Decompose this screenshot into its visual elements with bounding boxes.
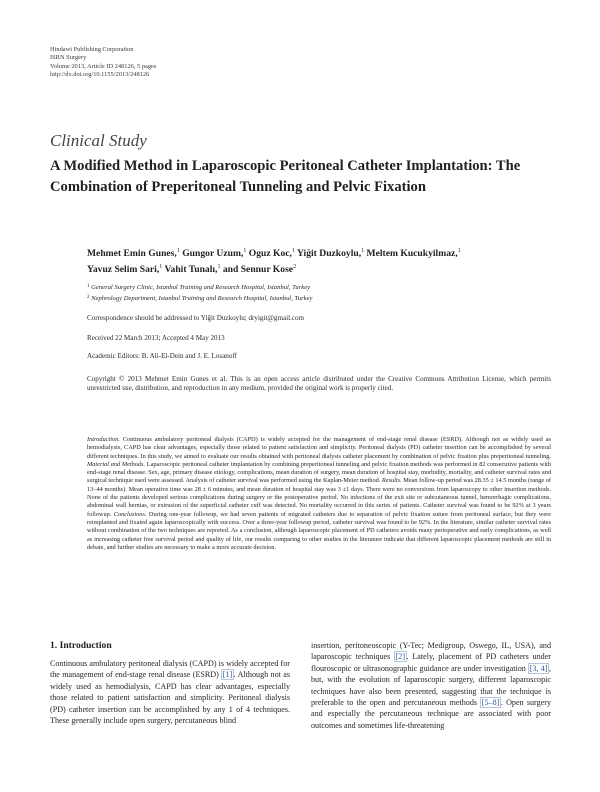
author: Yavuz Selim Sari,$^1$ <box>87 263 163 275</box>
abstract-label-introduction: Introduction. <box>87 436 120 443</box>
author: Mehmet Emin Gunes,$^1$ <box>87 248 180 259</box>
journal-header <box>50 46 156 79</box>
copyright-notice: Copyright © 2013 Mehmet Emin Gunes et al. This is an open access article distributed under the Creative Commons Attribution License, which permits unrestricted use, distribution, and reproduction in any medium, provided the original work is properly cited. <box>87 375 551 393</box>
correspondence: Correspondence should be addressed to Yiğit Duzkoylu; dryigit@gmail.com <box>87 314 305 322</box>
article-type: Clinical Study <box>50 131 147 150</box>
abstract-label-results: Results. <box>381 477 402 485</box>
citation-link[interactable]: [5–8] <box>481 698 500 708</box>
abstract-results: Mean follow-up period was 28.35 ± 14.5 months (range of 13–44 months). Mean operative time was 28 ± 6 minutes, and mean duration of hospital stay was 3 ±1 days. There were no conversions from laparoscopy to other insertion methods. None of the patients developed serious complications during surgery or the postoperative period. No infections of the exit site or subcutaneous tunnel, hemorrhagic complications, abdominal wall hernias, or extrusion of the superficial catheter cuff was detected. No mortality occurred in this series of patients. Catheter survival was found to be 92% at 3 years followup. <box>87 477 551 518</box>
author: Vahit Tunalı,$^1$ <box>164 263 221 275</box>
author: Yiğit Duzkoylu,$^1$ <box>296 248 365 259</box>
author: Meltem Kucukyilmaz,$^1$ <box>366 248 461 259</box>
body-column-left: Continuous ambulatory peritoneal dialysis (CAPD) is widely accepted for the management of end-stage renal disease (ESRD) [1] . Although not as widely used as hemodialysis, CAPD has clear advantages, especially those related to patient satisfaction and simplicity. Peritoneal dialysis (PD) catheter insertion can be accomplished by any 1 of 4 techniques. These generally include open surgery, percutaneous blind <box>50 659 290 726</box>
doi-link[interactable]: http://dx.doi.org/10.1155/2013/248126 <box>50 70 150 78</box>
author: and Sennur Kose$^2$ <box>222 263 297 275</box>
academic-editors: Academic Editors: B. Ali-El-Dein and J. E. Losanoff <box>87 352 237 360</box>
citation-link[interactable]: [1] <box>222 670 233 680</box>
citation-link[interactable]: [2] <box>395 652 406 662</box>
publisher: Hindawi Publishing Corporation <box>50 46 134 53</box>
author-list <box>87 246 567 277</box>
affiliation-1: $^1$ General Surgery Clinic, Istanbul Training and Research Hospital, Istanbul, Turkey <box>87 284 311 291</box>
abstract-methods: Laparoscopic peritoneal catheter implantation by combining preperitoneal tunneling and pelvic fixation methods was performed in 82 consecutive patients with end-stage renal disease. Sex, age, primary disease etiology, complications, mean duration of surgery, mean duration of hospital stay, morbidity, mortality, and catheter survival rates and surgical technique used were assessed. Analysis of catheter survival was performed using the Kaplan-Meier method. <box>87 460 552 485</box>
article-title: A Modified Method in Laparoscopic Peritoneal Catheter Implantation: The Combination of Preperitoneal Tunneling and Pelvic Fixation <box>50 158 521 195</box>
abstract-label-methods: Material and Methods. <box>87 460 146 468</box>
abstract-introduction: Continuous ambulatory peritoneal dialysis (CAPD) is widely accepted for the management of end-stage renal disease (ESRD). Although not as widely used as hemodialysis, CAPD has clear advantages, especially those related to patient satisfaction and simplicity. Peritoneal dialysis (PD) catheter insertion can be accomplished by several different techniques. In this study, we aimed to evaluate our results obtained with peritoneal dialysis catheter placement by combination of pelvic fixation plus preperitoneal tunneling. <box>87 436 551 460</box>
affiliation-2: $^2$ Nephrology Department, Istanbul Training and Research Hospital, Istanbul, Turkey <box>87 295 313 302</box>
abstract <box>87 436 551 552</box>
author: Oguz Koc,$^1$ <box>248 248 295 259</box>
abstract-conclusions: During one-year followup, we had seven patients of migrated catheters due to separation of pelvic fixation suture from peritoneal surface, but they were reimplanted and fixated again laparoscopically with success. Over a three-year followup period, catheter survival was found to be 92%. In the literature, similar catheter survival rates without combination of the two techniques are reported. As a conclusion, although laparoscopic placement of PD catheters avoids many perioperative and early complications, as well as increasing catheter free survival period and quality of life, our results comparing to other studies in the literature indicate that different laparoscopic placement methods are still in debate, and further studies are necessary to make a more accurate decision. <box>87 510 552 551</box>
dates: Received 22 March 2013; Accepted 4 May 2013 <box>87 334 225 342</box>
section-heading: 1. Introduction <box>50 640 112 651</box>
abstract-label-conclusions: Conclusions. <box>113 510 147 518</box>
body-column-right: insertion, peritoneoscopic (Y-Tec; Medigroup, Oswego, IL, USA), and laparoscopic techniques [2] . Lately, placement of PD catheters under flouroscopic or ultrasonographic guidance are under investigation [3, 4] , but, with the evolution of laparoscopic surgery, different laparoscopic techniques have also been presented, suggesting that the technique is preferable to the open and percutaneous methods [5–8] . Open surgery and especially the percutaneous technique are associated with poor outcomes and sometimes life-threatening <box>311 641 551 730</box>
citation-link[interactable]: [3, 4] <box>529 663 548 673</box>
volume-info: Volume 2013, Article ID 248126, 5 pages <box>50 62 157 70</box>
author: Gungor Uzum,$^1$ <box>182 248 247 259</box>
journal-name: ISRN Surgery <box>50 54 87 62</box>
